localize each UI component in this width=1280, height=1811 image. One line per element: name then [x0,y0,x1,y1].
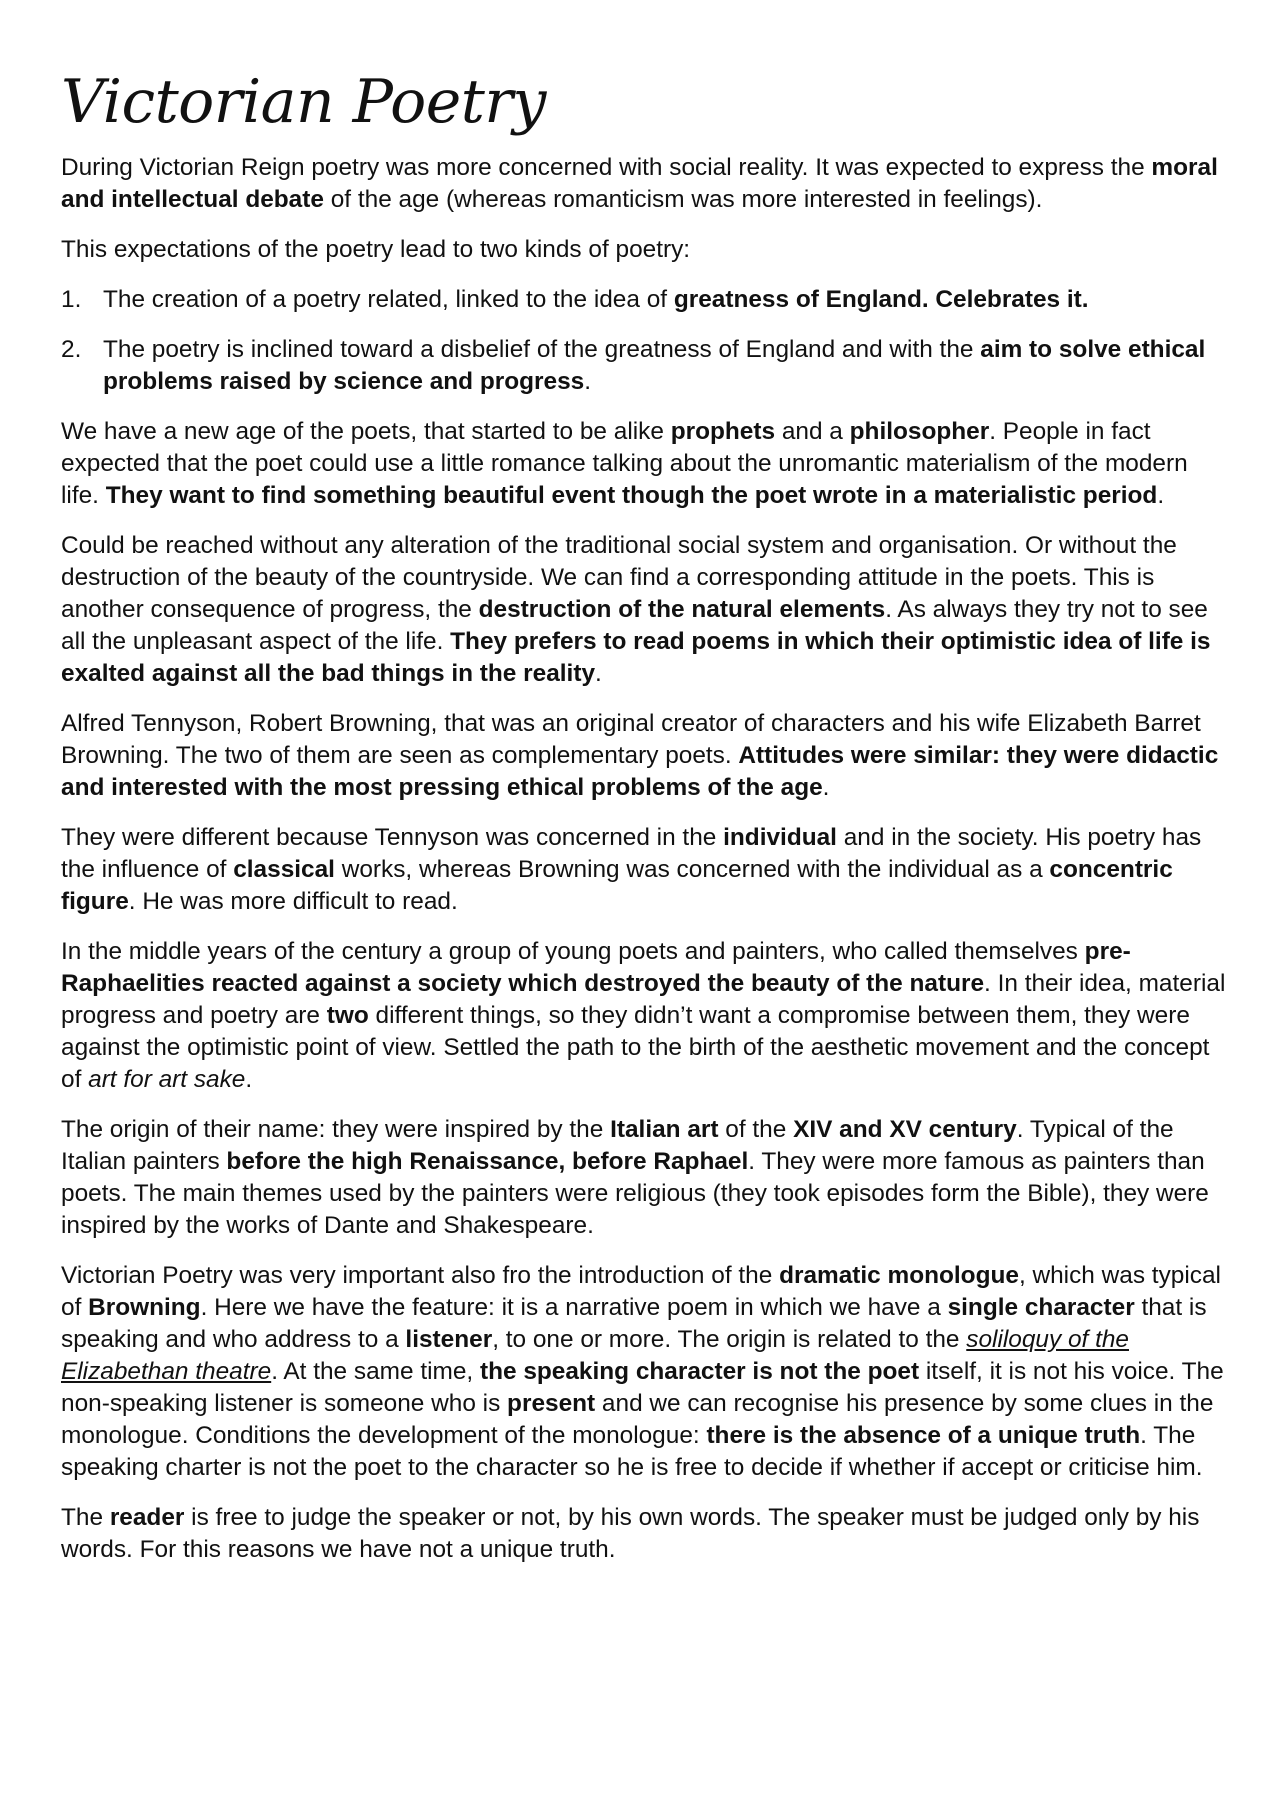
text-run: different things, so they didn’t want a compromise between them, they were against the optimistic point of view. Settled the path to the birth of the aesthetic movement and the concept of [61,1002,1210,1093]
bold-run: listener [405,1326,493,1353]
bold-run: dramatic monologue [779,1262,1019,1289]
bold-run: single character [947,1294,1135,1321]
text-run: , which was typical of [61,1262,1221,1321]
paragraph-name-origin [61,1114,1231,1242]
bold-run: destruction of the natural elements [478,596,886,623]
bold-run: concentric figure [61,856,1173,915]
text-run: . People in fact expected that the poet could use a little romance talking about the unromantic materialism of the modern life. [61,418,1188,509]
bold-run: pre-Raphaelities reacted against a society which destroyed the beauty of the nature [61,938,1131,997]
list-number: 2. [61,336,82,363]
bold-run: prophets [670,418,776,445]
text-run: . Typical of the Italian painters [61,1116,1174,1175]
text-run: . [245,1066,253,1093]
text-run: The origin of their name: they were inspired by the [61,1116,611,1143]
text-run: is free to judge the speaker or not, by his own words. The speaker must be judged only by his words. For this reasons we have not a unique truth. [61,1504,1200,1563]
text-run: Victorian Poetry was very important also fro the introduction of the [61,1262,780,1289]
list-number: 1. [61,286,82,313]
text-run: . Here we have the feature: it is a narrative poem in which we have a [200,1294,948,1321]
paragraph-intro [61,152,1231,216]
text-run: . The speaking charter is not the poet to the character so he is free to decide if whether if accept or criticise him. [61,1422,1203,1481]
list-item [61,334,1231,398]
text-run: The [61,1504,110,1531]
text-run: Could be reached without any alteration of the traditional social system and organisation. Or without the destruction of the beauty of the countryside. We can find a corresponding attitude in the poets. This is another consequence of progress, the [61,532,1177,623]
bold-run: Italian art [610,1116,719,1143]
bold-run: philosopher [849,418,990,445]
bold-run: They prefers to read poems in which their optimistic idea of life is exalted against all the bad things in the reality [61,628,1211,687]
text-run: and a [775,418,850,445]
bold-run: greatness of England. Celebrates it. [673,286,1089,313]
text-run: . [584,368,592,395]
bold-run: there is the absence of a unique truth [706,1422,1141,1449]
bold-run: aim to solve ethical problems raised by science and progress [103,336,1206,395]
list-item [61,284,1231,316]
text-run: . They were more famous as painters than poets. The main themes used by the painters were religious (they took episodes form the Bible), they were inspired by the works of Dante and Shakespeare. [61,1148,1209,1239]
bold-run: Attitudes were similar: they were didactic and interested with the most pressing ethical problems of the age [61,742,1219,801]
text-run: works, whereas Browning was concerned with the individual as a [334,856,1050,883]
bold-run: the speaking character is not the poet [479,1358,920,1385]
bold-run: They want to find something beautiful event though the poet wrote in a materialistic period [105,482,1158,509]
text-run: During Victorian Reign poetry was more concerned with social reality. It was expected to express the [61,154,1152,181]
text-run: Alfred Tennyson, Robert Browning, that was an original creator of characters and his wife Elizabeth Barret Browning. The two of them are seen as complementary poets. [61,710,1201,769]
bold-run: reader [109,1504,185,1531]
page-title: Victorian Poetry [61,67,546,137]
italic-run: art for art sake [88,1066,246,1093]
text-run: . [822,774,830,801]
text-run: and in the society. His poetry has the influence of [61,824,1202,883]
paragraph-expectations: This expectations of the poetry lead to two kinds of poetry: [61,236,691,263]
paragraph-reader [61,1502,1231,1566]
text-run: In the middle years of the century a group of young poets and painters, who called themselves [61,938,1085,965]
text-run: . In their idea, material progress and poetry are [61,970,1226,1029]
bold-run: Browning [88,1294,201,1321]
text-run: We have a new age of the poets, that started to be alike [61,418,671,445]
text-run: . [595,660,602,687]
text-run: . At the same time, [271,1358,480,1385]
document-page [61,60,1231,1584]
bold-run: present [507,1390,596,1417]
text-run: The poetry is inclined toward a disbelief of the greatness of England and with the [103,336,981,363]
bold-run: classical [233,856,335,883]
text-run: The creation of a poetry related, linked to the idea of [103,286,674,313]
paragraph-new-age [61,416,1231,512]
text-run: and we can recognise his presence by some clues in the monologue. Conditions the development of the monologue: [61,1390,1214,1449]
text-run: . He was more difficult to read. [128,888,458,915]
paragraph-tennyson-browning [61,708,1231,804]
text-run: They were different because Tennyson was concerned in the [61,824,724,851]
paragraph-differences [61,822,1231,918]
text-run: that is speaking and who address to a [61,1294,1207,1353]
text-run: of the age (whereas romanticism was more interested in feelings). [323,186,1043,213]
text-run: itself, it is not his voice. The non-speaking listener is someone who is [61,1358,1224,1417]
paragraph-dramatic-monologue [61,1260,1231,1484]
text-run: of the [718,1116,794,1143]
bold-run: two [326,1002,369,1029]
bold-run: individual [723,824,837,851]
text-run: , to one or more. The origin is related to the [492,1326,967,1353]
paragraph-progress [61,530,1231,690]
paragraph-pre-raphaelites [61,936,1231,1096]
text-run: . [1157,482,1165,509]
bold-run: XIV and XV century [793,1116,1017,1143]
bold-run: before the high Renaissance, before Raphael [226,1148,749,1175]
text-run: . As always they try not to see all the unpleasant aspect of the life. [61,596,1208,655]
bold-run: moral and intellectual debate [61,154,1218,213]
kinds-of-poetry-list [61,284,1231,398]
underlined-run: soliloquy of the Elizabethan theatre [61,1326,1129,1385]
